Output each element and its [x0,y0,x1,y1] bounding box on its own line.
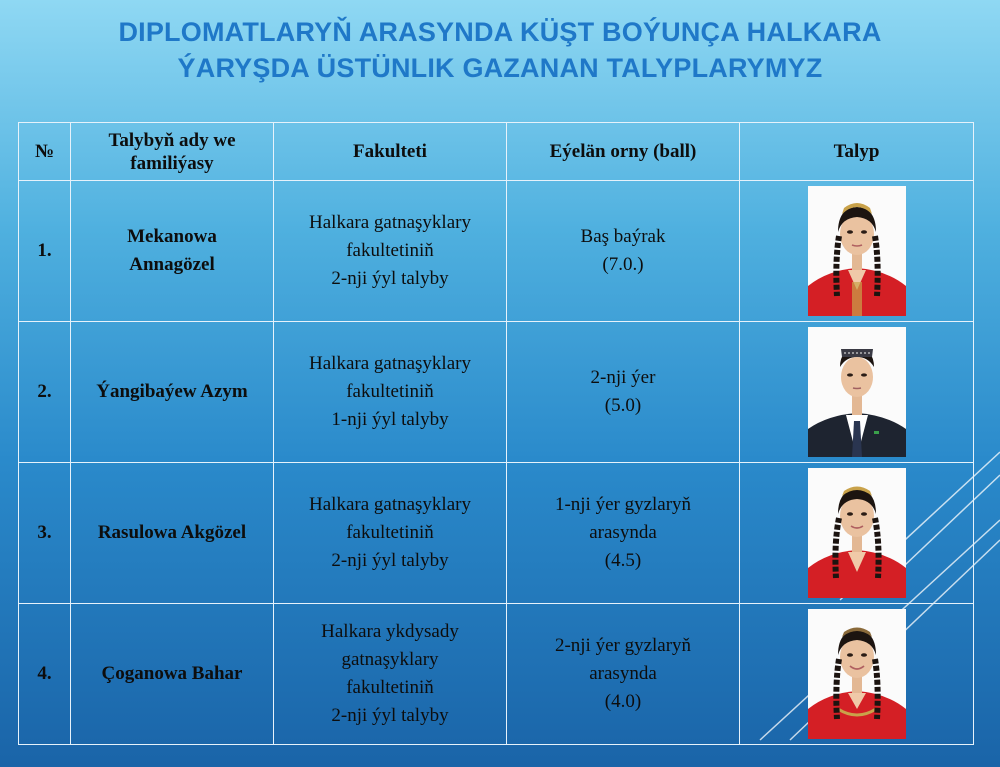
place-line: (4.5) [604,550,642,571]
place-cell [507,463,740,604]
faculty-line: 2-nji ýyl talyby [331,550,449,571]
faculty-cell [274,463,507,604]
table-row [19,604,974,745]
place-line: 1-nji ýer gyzlaryň [554,494,692,515]
table-row [19,463,974,604]
place-line: (7.0.) [602,254,644,275]
page-title [0,14,1000,86]
photo-cell [740,181,974,322]
header-faculty: Fakulteti [274,123,507,181]
results-table [18,122,974,745]
table-row [19,322,974,463]
faculty-line: Halkara gatnaşyklary [309,494,471,515]
place-line: (5.0) [604,395,642,416]
student-name [71,181,274,322]
place-cell [507,604,740,745]
faculty-line: fakultetiniň [346,522,434,543]
faculty-line: fakultetiniň [346,677,434,698]
title-line-1: DIPLOMATLARYŇ ARASYNDA KÜŞT BOÝUNÇA HALKARA [118,17,882,47]
table-header-row [19,123,974,181]
student-name-line-1: Mekanowa [127,226,217,247]
header-name-line-2: familiýasy [130,152,214,174]
student-name [71,463,274,604]
student-name-line-1: Ýangibaýew Azym [96,381,248,402]
student-photo-male-icon [808,327,906,457]
place-line: 2-nji ýer [590,367,656,388]
faculty-line: Halkara gatnaşyklary [309,212,471,233]
title-line-2: ÝARYŞDA ÜSTÜNLIK GAZANAN TALYPLARYMYZ [177,53,823,83]
row-number: 4. [19,604,71,745]
header-number: № [19,123,71,181]
header-place: Eýelän orny (ball) [507,123,740,181]
row-number: 1. [19,181,71,322]
student-name-line-2: Annagözel [129,254,215,275]
faculty-cell [274,322,507,463]
student-name [71,322,274,463]
student-photo-female-icon [808,468,906,598]
header-name [71,123,274,181]
place-line: arasynda [589,663,657,684]
header-student: Talyp [740,123,974,181]
faculty-line: Halkara ykdysady [321,621,459,642]
faculty-line: 2-nji ýyl talyby [331,705,449,726]
row-number: 3. [19,463,71,604]
faculty-line: 2-nji ýyl talyby [331,268,449,289]
photo-cell [740,322,974,463]
faculty-cell [274,181,507,322]
table-row [19,181,974,322]
row-number: 2. [19,322,71,463]
faculty-line: fakultetiniň [346,381,434,402]
student-photo-female-icon [808,609,906,739]
faculty-line: fakultetiniň [346,240,434,261]
student-name [71,604,274,745]
header-name-line-1: Talybyň ady we [108,129,236,151]
faculty-line: 1-nji ýyl talyby [331,409,449,430]
place-line: (4.0) [604,691,642,712]
student-name-line-1: Rasulowa Akgözel [97,522,247,543]
student-name-line-1: Çoganowa Bahar [101,663,243,684]
place-line: 2-nji ýer gyzlaryň [554,635,692,656]
place-cell [507,181,740,322]
faculty-line: gatnaşyklary [341,649,439,670]
photo-cell [740,604,974,745]
student-photo-female-icon [808,186,906,316]
place-line: Baş baýrak [580,226,666,247]
faculty-line: Halkara gatnaşyklary [309,353,471,374]
photo-cell [740,463,974,604]
place-line: arasynda [589,522,657,543]
place-cell [507,322,740,463]
faculty-cell [274,604,507,745]
